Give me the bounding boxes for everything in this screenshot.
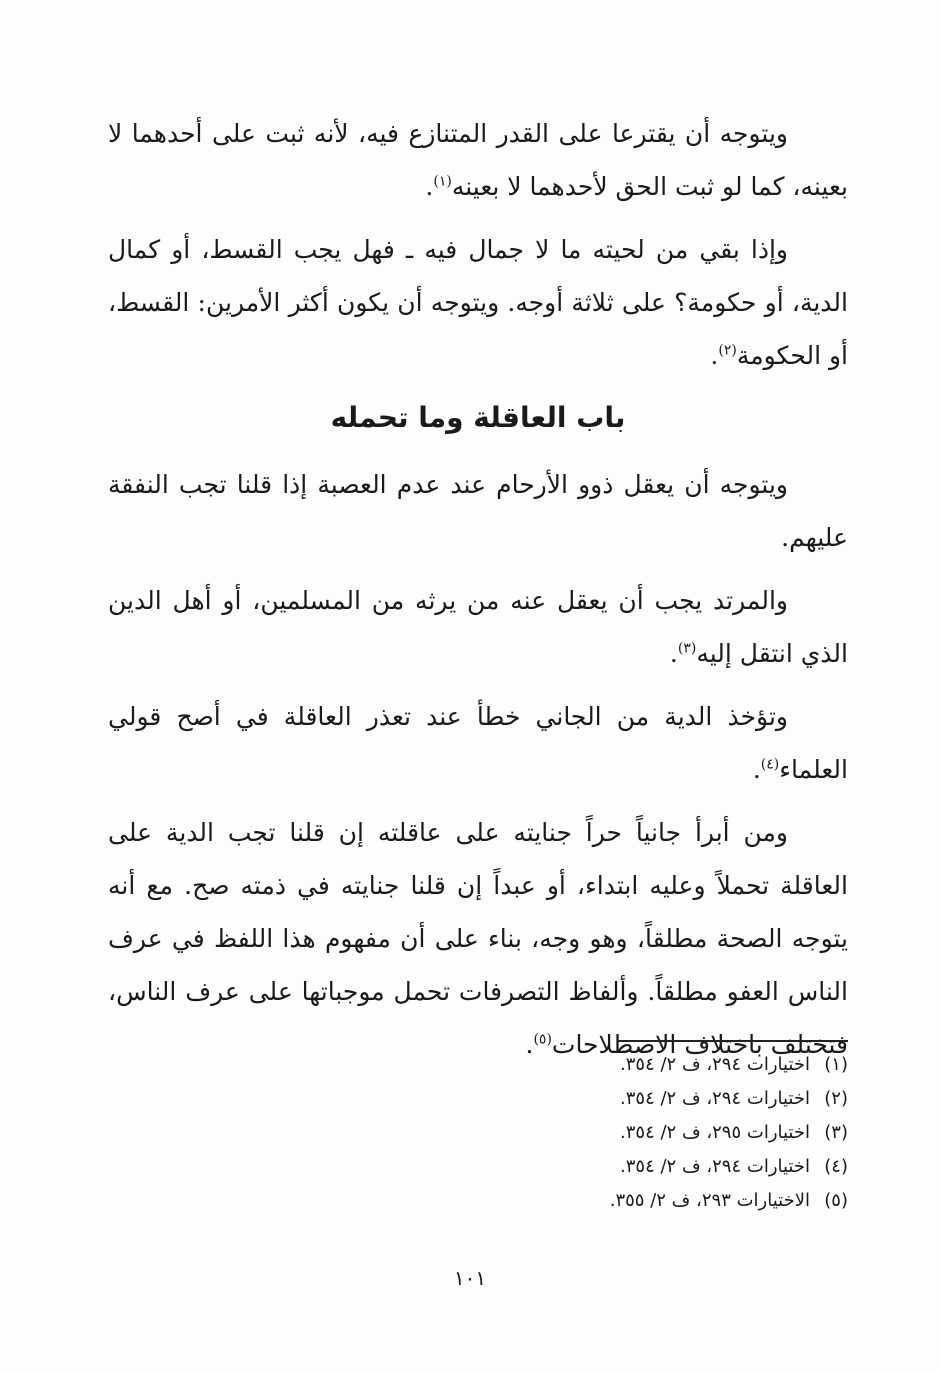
paragraph-blood-money [108, 690, 848, 796]
paragraph-apostate [108, 574, 848, 680]
footnote-text: اختيارات ٢٩٤، ف ٢/ ٣٥٤. [620, 1088, 810, 1109]
footnote-number: (٥) [824, 1190, 848, 1211]
footnote-number: (٣) [824, 1122, 848, 1143]
footnote-text: اختيارات ٢٩٤، ف ٢/ ٣٥٤. [620, 1156, 810, 1177]
paragraph-text: ويتوجه أن يقترعا على القدر المتنازع فيه، لأنه ثبت على أحدهما لا بعينه، كما لو ثبت الحق لأحدهما لا بعينه [108, 119, 848, 201]
paragraph-end: . [425, 172, 434, 201]
paragraph-text: والمرتد يجب أن يعقل عنه من يرثه من المسلمين، أو أهل الدين الذي انتقل إليه [108, 586, 848, 668]
paragraph-lot-drawing [108, 107, 848, 213]
paragraph-text: وتؤخذ الدية من الجاني خطأ عند تعذر العاقلة في أصح قولي العلماء [108, 702, 848, 784]
paragraph-text: وإذا بقي من لحيته ما لا جمال فيه ـ فهل يجب القسط، أو كمال الدية، أو حكومة؟ على ثلاثة أوجه. ويتوجه أن يكون أكثر الأمرين: القسط، أو الحكومة [108, 235, 848, 370]
footnotes-list [408, 1048, 848, 1218]
footnote-ref: (٥) [533, 1031, 552, 1048]
page-number: ١٠١ [453, 1266, 487, 1290]
footnote-item [408, 1082, 848, 1116]
footnote-ref: (١) [433, 173, 452, 190]
footnote-ref: (٤) [760, 756, 780, 773]
footnote-number: (٢) [824, 1088, 848, 1109]
bottom-text-block [108, 458, 848, 1071]
section-heading: باب العاقلة وما تحمله [330, 401, 626, 434]
paragraph-kin-liability [108, 458, 848, 564]
footnote-item [408, 1116, 848, 1150]
footnote-ref: (٣) [677, 640, 697, 657]
paragraph-release [108, 806, 848, 1071]
paragraph-end: . [669, 639, 678, 668]
footnote-text: اختيارات ٢٩٤، ف ٢/ ٣٥٤. [620, 1054, 810, 1075]
footnote-text: الاختيارات ٢٩٣، ف ٢/ ٣٥٥. [609, 1190, 810, 1211]
paragraph-text: ويتوجه أن يعقل ذوو الأرحام عند عدم العصبة إذا قلنا تجب النفقة عليهم. [108, 470, 848, 552]
top-text-block [108, 107, 848, 382]
footnote-item [408, 1184, 848, 1218]
paragraph-beard [108, 223, 848, 382]
footnote-item [408, 1048, 848, 1082]
footnote-text: اختيارات ٢٩٥، ف ٢/ ٣٥٤. [620, 1122, 810, 1143]
footnote-separator [618, 1040, 848, 1042]
footnote-ref: (٢) [718, 342, 737, 359]
footnote-item [408, 1150, 848, 1184]
paragraph-end: . [525, 1030, 534, 1059]
footnote-number: (١) [824, 1054, 848, 1075]
paragraph-text: ومن أبرأ جانياً حراً جنايته على عاقلته إن قلنا تجب الدية على العاقلة تحملاً وعليه ابتداء، أو عبداً إن قلنا جنايته في ذمته صح. مع أنه يتوجه الصحة مطلقاً، وهو وجه، بناء على أن مفهوم هذا اللفظ في عرف الناس العفو مطلقاً. وألفاظ التصرفات تحمل موجباتها على عرف الناس، فتختلف باختلاف الاصطلاحات [108, 818, 848, 1059]
footnote-number: (٤) [824, 1156, 848, 1177]
paragraph-end: . [752, 755, 761, 784]
paragraph-end: . [710, 341, 719, 370]
